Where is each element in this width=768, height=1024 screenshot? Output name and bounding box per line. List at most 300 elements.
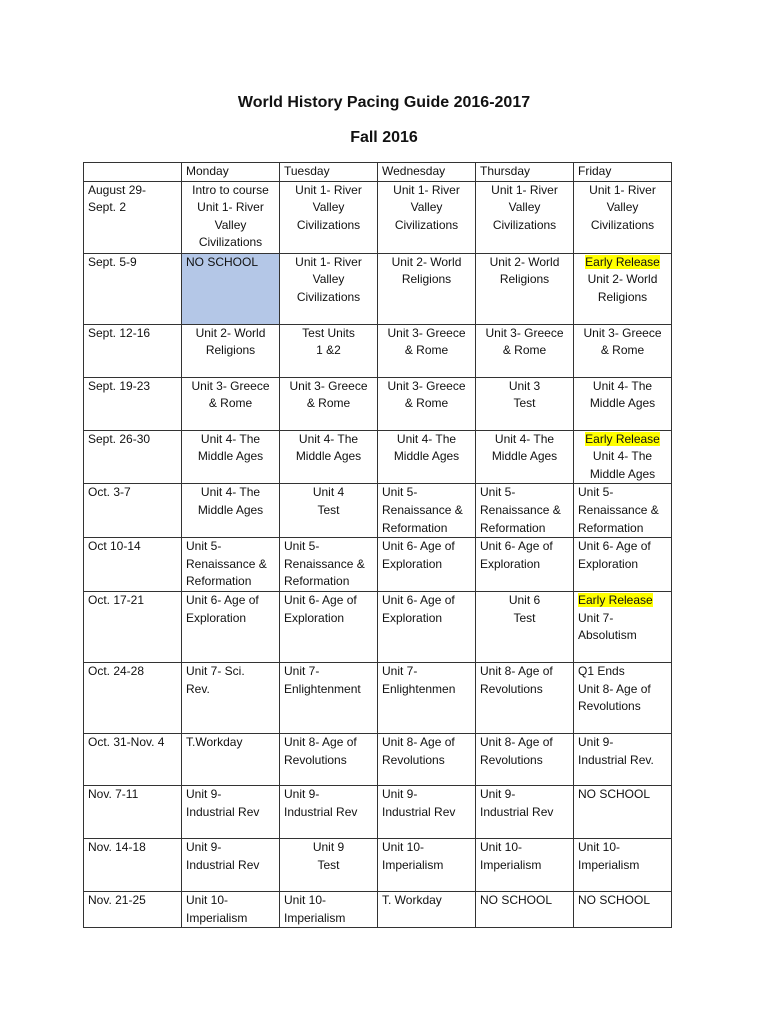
week-label (84, 181, 182, 253)
cell-text: Renaissance & (186, 556, 267, 571)
cell-text: Unit 6- Age of (186, 592, 259, 607)
cell-tuesday (280, 484, 378, 538)
cell-tuesday (280, 838, 378, 891)
week-label (84, 891, 182, 927)
cell-text: Civilizations (296, 289, 361, 304)
cell-thursday (476, 591, 574, 662)
table-row (84, 591, 672, 662)
cell-line (382, 681, 471, 699)
cell-text: Renaissance & (578, 502, 659, 517)
week-label-line: Sept. 26-30 (88, 431, 151, 446)
cell-line (186, 556, 275, 574)
cell-line (578, 325, 667, 343)
cell-monday (182, 591, 280, 662)
cell-tuesday (280, 538, 378, 592)
cell-line (284, 217, 373, 235)
table-row (84, 484, 672, 538)
cell-tuesday (280, 430, 378, 484)
cell-text: Unit 9 (312, 839, 345, 854)
cell-text: Middle Ages (491, 449, 558, 464)
table-row (84, 891, 672, 927)
cell-line (382, 378, 471, 396)
cell-tuesday (280, 253, 378, 324)
cell-text: Exploration (382, 610, 443, 625)
cell-line (382, 217, 471, 235)
week-label-line: Sept. 19-23 (88, 378, 151, 393)
cell-line (578, 342, 667, 360)
cell-text: Religions (597, 289, 648, 304)
cell-text: Middle Ages (393, 449, 460, 464)
cell-text: Unit 8- Age of (284, 734, 357, 749)
cell-line (578, 271, 667, 289)
header-wednesday: Wednesday (378, 163, 476, 182)
cell-line (284, 804, 373, 822)
cell-text: Unit 9- (284, 786, 320, 801)
cell-text: Unit 10- (284, 892, 327, 907)
week-label (84, 662, 182, 733)
cell-friday (574, 538, 672, 592)
cell-line (186, 484, 275, 502)
cell-line (284, 271, 373, 289)
cell-text: Rev. (186, 681, 210, 696)
cell-text: Revolutions (382, 752, 445, 767)
table-row (84, 324, 672, 377)
cell-text: & Rome (502, 343, 547, 358)
early-release-highlight: Early Release (585, 431, 660, 446)
cell-text: Unit 3- Greece (191, 378, 270, 393)
table-row (84, 253, 672, 324)
cell-line (382, 610, 471, 628)
cell-line (382, 786, 471, 804)
cell-text: Unit 2- World (587, 272, 658, 287)
week-label-line: Oct. 31-Nov. 4 (88, 734, 165, 749)
week-label (84, 785, 182, 838)
cell-text: Unit 1- River (393, 182, 460, 197)
cell-wednesday (378, 324, 476, 377)
cell-text: Unit 3 (508, 378, 541, 393)
week-label (84, 484, 182, 538)
cell-tuesday (280, 591, 378, 662)
cell-monday (182, 377, 280, 430)
header-thursday: Thursday (476, 163, 574, 182)
cell-wednesday (378, 484, 476, 538)
cell-text: Reformation (578, 520, 644, 535)
cell-thursday (476, 785, 574, 838)
cell-text: Unit 3- Greece (387, 378, 466, 393)
cell-line (186, 254, 275, 272)
cell-line (186, 342, 275, 360)
cell-line (480, 839, 569, 857)
cell-line (382, 592, 471, 610)
cell-wednesday (378, 253, 476, 324)
header-corner (84, 163, 182, 182)
cell-text: Unit 1- River (589, 182, 656, 197)
cell-line (186, 804, 275, 822)
cell-text: Religions (499, 272, 550, 287)
cell-text: Unit 5- (284, 539, 320, 554)
cell-text: Unit 9- (480, 786, 516, 801)
week-label-line: Oct 10-14 (88, 539, 141, 554)
week-label (84, 591, 182, 662)
cell-line (578, 520, 667, 538)
cell-line (382, 199, 471, 217)
cell-text: Unit 1- River (295, 182, 362, 197)
cell-text: Valley (214, 217, 247, 232)
cell-text: Unit 5- (578, 485, 614, 500)
header-tuesday: Tuesday (280, 163, 378, 182)
cell-text: Imperialism (578, 857, 640, 872)
table-row (84, 377, 672, 430)
cell-text: NO SCHOOL (480, 892, 553, 907)
cell-text: Unit 8- Age of (382, 734, 455, 749)
header-row (84, 163, 672, 182)
cell-text: Test (317, 502, 340, 517)
cell-line (480, 804, 569, 822)
cell-line (480, 484, 569, 502)
table-row (84, 785, 672, 838)
cell-text: Unit 3- Greece (485, 325, 564, 340)
cell-text: Unit 7- (578, 610, 614, 625)
cell-text: Unit 6- Age of (382, 539, 455, 554)
cell-line (480, 431, 569, 449)
cell-wednesday (378, 785, 476, 838)
cell-monday (182, 891, 280, 927)
cell-line (578, 681, 667, 699)
cell-line (480, 734, 569, 752)
cell-text: Imperialism (284, 910, 346, 925)
cell-tuesday (280, 733, 378, 785)
cell-line (186, 538, 275, 556)
cell-thursday (476, 891, 574, 927)
cell-line (480, 556, 569, 574)
cell-text: Middle Ages (589, 396, 656, 411)
cell-text: Test (317, 857, 340, 872)
cell-friday (574, 891, 672, 927)
week-label (84, 430, 182, 484)
cell-text: Unit 4- The (200, 485, 261, 500)
cell-text: Unit 2- World (391, 254, 462, 269)
cell-text: Valley (410, 200, 443, 215)
cell-text: Unit 6 (508, 592, 541, 607)
cell-line (284, 681, 373, 699)
cell-line (186, 610, 275, 628)
cell-text: Industrial Rev (284, 804, 358, 819)
cell-thursday (476, 430, 574, 484)
cell-text: Unit 7- (382, 663, 418, 678)
cell-line (186, 395, 275, 413)
cell-wednesday (378, 891, 476, 927)
cell-line (578, 839, 667, 857)
cell-monday (182, 538, 280, 592)
cell-line (480, 681, 569, 699)
cell-text: Unit 4- The (200, 431, 261, 446)
cell-line (186, 663, 275, 681)
cell-line (578, 431, 667, 449)
cell-line (382, 520, 471, 538)
cell-line (480, 199, 569, 217)
cell-friday (574, 733, 672, 785)
table-row (84, 181, 672, 253)
cell-text: NO SCHOOL (578, 786, 651, 801)
cell-text: Civilizations (394, 217, 459, 232)
cell-text: Renaissance & (284, 556, 365, 571)
cell-wednesday (378, 838, 476, 891)
cell-friday (574, 838, 672, 891)
header-monday: Monday (182, 163, 280, 182)
cell-text: Test (513, 396, 536, 411)
cell-line (186, 857, 275, 875)
cell-text: NO SCHOOL (186, 254, 259, 269)
cell-tuesday (280, 785, 378, 838)
cell-text: Industrial Rev (382, 804, 456, 819)
cell-text: Unit 9- (186, 786, 222, 801)
pacing-guide-table (83, 162, 672, 928)
cell-text: Q1 Ends (578, 663, 625, 678)
cell-text: Civilizations (198, 235, 263, 250)
cell-line (578, 698, 667, 716)
cell-friday (574, 324, 672, 377)
cell-line (284, 431, 373, 449)
cell-text: Unit 4- The (592, 449, 653, 464)
cell-line (284, 342, 373, 360)
cell-monday (182, 484, 280, 538)
cell-line (186, 217, 275, 235)
cell-line (382, 502, 471, 520)
cell-tuesday (280, 662, 378, 733)
cell-wednesday (378, 181, 476, 253)
cell-line (284, 556, 373, 574)
cell-thursday (476, 253, 574, 324)
cell-line (480, 786, 569, 804)
table-row (84, 430, 672, 484)
cell-monday (182, 324, 280, 377)
cell-text: Religions (401, 272, 452, 287)
cell-line (284, 199, 373, 217)
cell-line (382, 342, 471, 360)
cell-line (578, 378, 667, 396)
cell-line (186, 681, 275, 699)
cell-line (382, 484, 471, 502)
table-row (84, 538, 672, 592)
cell-text: Industrial Rev (186, 857, 260, 872)
cell-text: Religions (205, 343, 256, 358)
cell-line (284, 910, 373, 928)
cell-line (480, 271, 569, 289)
cell-line (186, 448, 275, 466)
cell-line (480, 217, 569, 235)
cell-text: Unit 5- (186, 539, 222, 554)
cell-text: Reformation (480, 520, 546, 535)
cell-line (578, 892, 667, 910)
cell-text: Reformation (382, 520, 448, 535)
cell-text: Unit 6- Age of (480, 539, 553, 554)
cell-text: Industrial Rev. (578, 752, 654, 767)
cell-line (382, 804, 471, 822)
cell-text: Middle Ages (589, 466, 656, 481)
cell-tuesday (280, 181, 378, 253)
cell-line (186, 234, 275, 252)
cell-text: Unit 3- Greece (387, 325, 466, 340)
week-label-line: Nov. 14-18 (88, 839, 146, 854)
cell-line (186, 910, 275, 928)
cell-text: Renaissance & (480, 502, 561, 517)
cell-text: Intro to course (192, 182, 269, 197)
cell-thursday (476, 733, 574, 785)
cell-text: Unit 1- River (197, 200, 264, 215)
cell-text: Unit 4- The (494, 431, 555, 446)
cell-line (284, 289, 373, 307)
cell-thursday (476, 181, 574, 253)
cell-line (480, 254, 569, 272)
cell-line (578, 448, 667, 466)
week-label-line: Nov. 21-25 (88, 892, 146, 907)
cell-line (382, 839, 471, 857)
cell-line (382, 395, 471, 413)
cell-line (578, 217, 667, 235)
cell-line (480, 538, 569, 556)
cell-text: Civilizations (296, 217, 361, 232)
week-label (84, 324, 182, 377)
cell-line (382, 663, 471, 681)
cell-monday (182, 733, 280, 785)
cell-line (578, 663, 667, 681)
cell-text: Unit 4- The (396, 431, 457, 446)
cell-text: Revolutions (578, 699, 641, 714)
cell-line (382, 254, 471, 272)
cell-line (480, 610, 569, 628)
cell-line (578, 484, 667, 502)
cell-friday (574, 253, 672, 324)
cell-text: Unit 8- Age of (578, 681, 651, 696)
cell-text: Unit 8- Age of (480, 663, 553, 678)
week-label-line: August 29- (88, 182, 147, 197)
cell-text: Unit 7- Sci. (186, 663, 245, 678)
cell-text: Industrial Rev (186, 804, 260, 819)
cell-text: Revolutions (480, 681, 543, 696)
cell-monday (182, 838, 280, 891)
cell-thursday (476, 838, 574, 891)
cell-line (382, 182, 471, 200)
cell-text: Revolutions (480, 752, 543, 767)
cell-thursday (476, 538, 574, 592)
cell-line (284, 254, 373, 272)
cell-line (480, 752, 569, 770)
cell-line (382, 431, 471, 449)
cell-line (578, 182, 667, 200)
cell-line (284, 325, 373, 343)
cell-text: Unit 10- (186, 892, 229, 907)
cell-line (186, 592, 275, 610)
week-label (84, 538, 182, 592)
cell-friday (574, 591, 672, 662)
cell-line (480, 502, 569, 520)
cell-line (284, 484, 373, 502)
cell-wednesday (378, 377, 476, 430)
cell-text: Test (513, 610, 536, 625)
week-label-line: Nov. 7-11 (88, 786, 139, 801)
cell-line (382, 448, 471, 466)
cell-thursday (476, 484, 574, 538)
cell-friday (574, 662, 672, 733)
cell-line (284, 610, 373, 628)
cell-thursday (476, 662, 574, 733)
cell-friday (574, 430, 672, 484)
cell-text: Enlightenment (284, 681, 361, 696)
cell-wednesday (378, 430, 476, 484)
early-release-highlight: Early Release (585, 254, 660, 269)
cell-line (284, 573, 373, 591)
cell-line (578, 857, 667, 875)
cell-line (578, 502, 667, 520)
cell-line (578, 734, 667, 752)
cell-text: T. Workday (382, 892, 442, 907)
week-label-line: Sept. 5-9 (88, 254, 137, 269)
week-label-line: Sept. 2 (88, 200, 127, 215)
cell-text: & Rome (208, 396, 253, 411)
cell-wednesday (378, 662, 476, 733)
cell-friday (574, 484, 672, 538)
document-subtitle: Fall 2016 (350, 129, 418, 146)
cell-line (186, 199, 275, 217)
cell-line (480, 892, 569, 910)
cell-tuesday (280, 891, 378, 927)
cell-text: Imperialism (186, 910, 248, 925)
document-title: World History Pacing Guide 2016-2017 (237, 94, 531, 111)
cell-line (480, 182, 569, 200)
cell-text: Exploration (186, 610, 247, 625)
cell-text: Exploration (578, 556, 639, 571)
cell-line (578, 592, 667, 610)
cell-wednesday (378, 591, 476, 662)
cell-line (480, 448, 569, 466)
cell-line (186, 431, 275, 449)
cell-text: & Rome (404, 396, 449, 411)
cell-line (578, 289, 667, 307)
cell-tuesday (280, 324, 378, 377)
cell-line (480, 520, 569, 538)
cell-line (578, 556, 667, 574)
cell-line (186, 325, 275, 343)
table-row (84, 733, 672, 785)
cell-line (284, 786, 373, 804)
cell-line (578, 752, 667, 770)
cell-text: & Rome (306, 396, 351, 411)
cell-friday (574, 377, 672, 430)
cell-text: Imperialism (480, 857, 542, 872)
cell-text: 1 &2 (316, 343, 341, 358)
cell-text: Unit 3- Greece (289, 378, 368, 393)
cell-text: & Rome (600, 343, 645, 358)
week-label (84, 838, 182, 891)
cell-line (284, 538, 373, 556)
cell-text: Valley (508, 200, 541, 215)
cell-line (186, 182, 275, 200)
cell-monday (182, 430, 280, 484)
cell-line (284, 378, 373, 396)
cell-line (382, 892, 471, 910)
cell-text: Revolutions (284, 752, 347, 767)
cell-line (480, 663, 569, 681)
cell-text: Exploration (284, 610, 345, 625)
cell-text: Unit 2- World (489, 254, 560, 269)
cell-line (382, 538, 471, 556)
cell-text: Reformation (284, 574, 350, 589)
week-label-line: Sept. 12-16 (88, 325, 151, 340)
cell-text: Exploration (480, 556, 541, 571)
cell-line (284, 395, 373, 413)
cell-line (480, 325, 569, 343)
cell-friday (574, 785, 672, 838)
